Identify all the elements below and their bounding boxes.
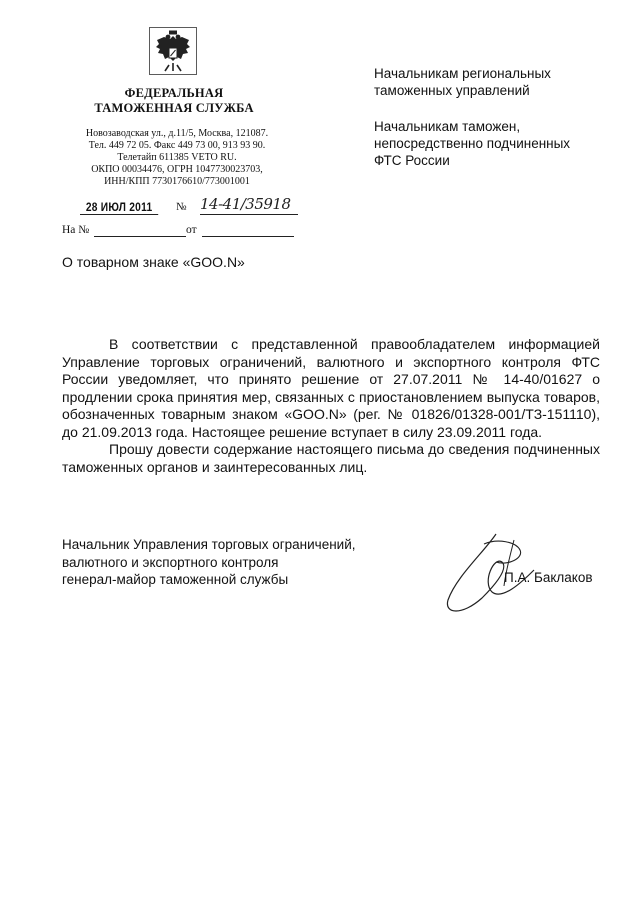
signatory-name: П.А. Баклаков bbox=[504, 570, 593, 585]
addressee-line: Начальникам таможен, bbox=[374, 119, 521, 134]
contact-line: ИНН/КПП 7730176610/773001001 bbox=[104, 176, 250, 187]
addressee-line: таможенных управлений bbox=[374, 83, 530, 98]
registration-date-stamp: 28 ИЮЛ 2011 bbox=[80, 200, 158, 215]
reference-line bbox=[62, 224, 298, 240]
signatory-title-line: Начальник Управления торговых ограничений, bbox=[62, 537, 356, 552]
org-contacts bbox=[60, 128, 294, 188]
reference-date-blank bbox=[202, 236, 294, 237]
body-paragraph-1: В соответствии с представленной правообладателем информацией Управление торговых ограничений, валютного и экспортного контроля ФТС России уведомляет, что принято решение от 27.07.2011 № 14-40/01627 о продлении срока принятия мер, связанных с приостановлением выпуска товаров, обозначенных товарным знаком «GOO.N» (рег. № 01826/01328-001/ТЗ-151110), до 21.09.2013 года. Настоящее решение вступает в силу 23.09.2011 года. bbox=[62, 336, 600, 440]
contact-line: Новозаводская ул., д.11/5, Москва, 121087. bbox=[85, 128, 269, 139]
addressee-line: непосредственно подчиненных bbox=[374, 136, 571, 151]
registration-number-label: № bbox=[176, 201, 187, 213]
reference-number-label: На № bbox=[62, 224, 90, 236]
org-name-line-1: ФЕДЕРАЛЬНАЯ bbox=[124, 86, 224, 100]
letter-subject: О товарном знаке «GOO.N» bbox=[62, 254, 245, 270]
contact-line: Тел. 449 72 05. Факс 449 73 00, 913 93 90. bbox=[88, 140, 266, 151]
reference-number-blank bbox=[94, 236, 186, 237]
body-paragraph-2: Прошу довести содержание настоящего письма до сведения подчиненных таможенных органов и заинтересованных лиц. bbox=[62, 441, 600, 475]
signatory-title-line: валютного и экспортного контроля bbox=[62, 554, 279, 570]
addressee-group-2 bbox=[374, 118, 614, 169]
addressee-line: Начальникам региональных bbox=[374, 66, 551, 81]
org-name-line-2: ТАМОЖЕННАЯ СЛУЖБА bbox=[94, 101, 254, 115]
contact-line: Телетайп 611385 VETO RU. bbox=[117, 152, 237, 163]
registration-number-handwritten: 14-41/35918 bbox=[200, 195, 298, 215]
addressee-block bbox=[374, 65, 614, 169]
reference-date-label: от bbox=[186, 224, 197, 236]
letter-body bbox=[62, 336, 600, 476]
coat-of-arms-emblem-icon bbox=[149, 27, 197, 75]
contact-line: ОКПО 00034476, ОГРН 1047730023703, bbox=[91, 164, 263, 175]
addressee-group-1 bbox=[374, 65, 614, 99]
organization-header bbox=[60, 86, 288, 116]
signatory-title-line: генерал-майор таможенной службы bbox=[62, 572, 289, 587]
registration-line bbox=[62, 195, 302, 218]
addressee-line: ФТС России bbox=[374, 153, 450, 168]
signatory-title bbox=[62, 536, 402, 589]
